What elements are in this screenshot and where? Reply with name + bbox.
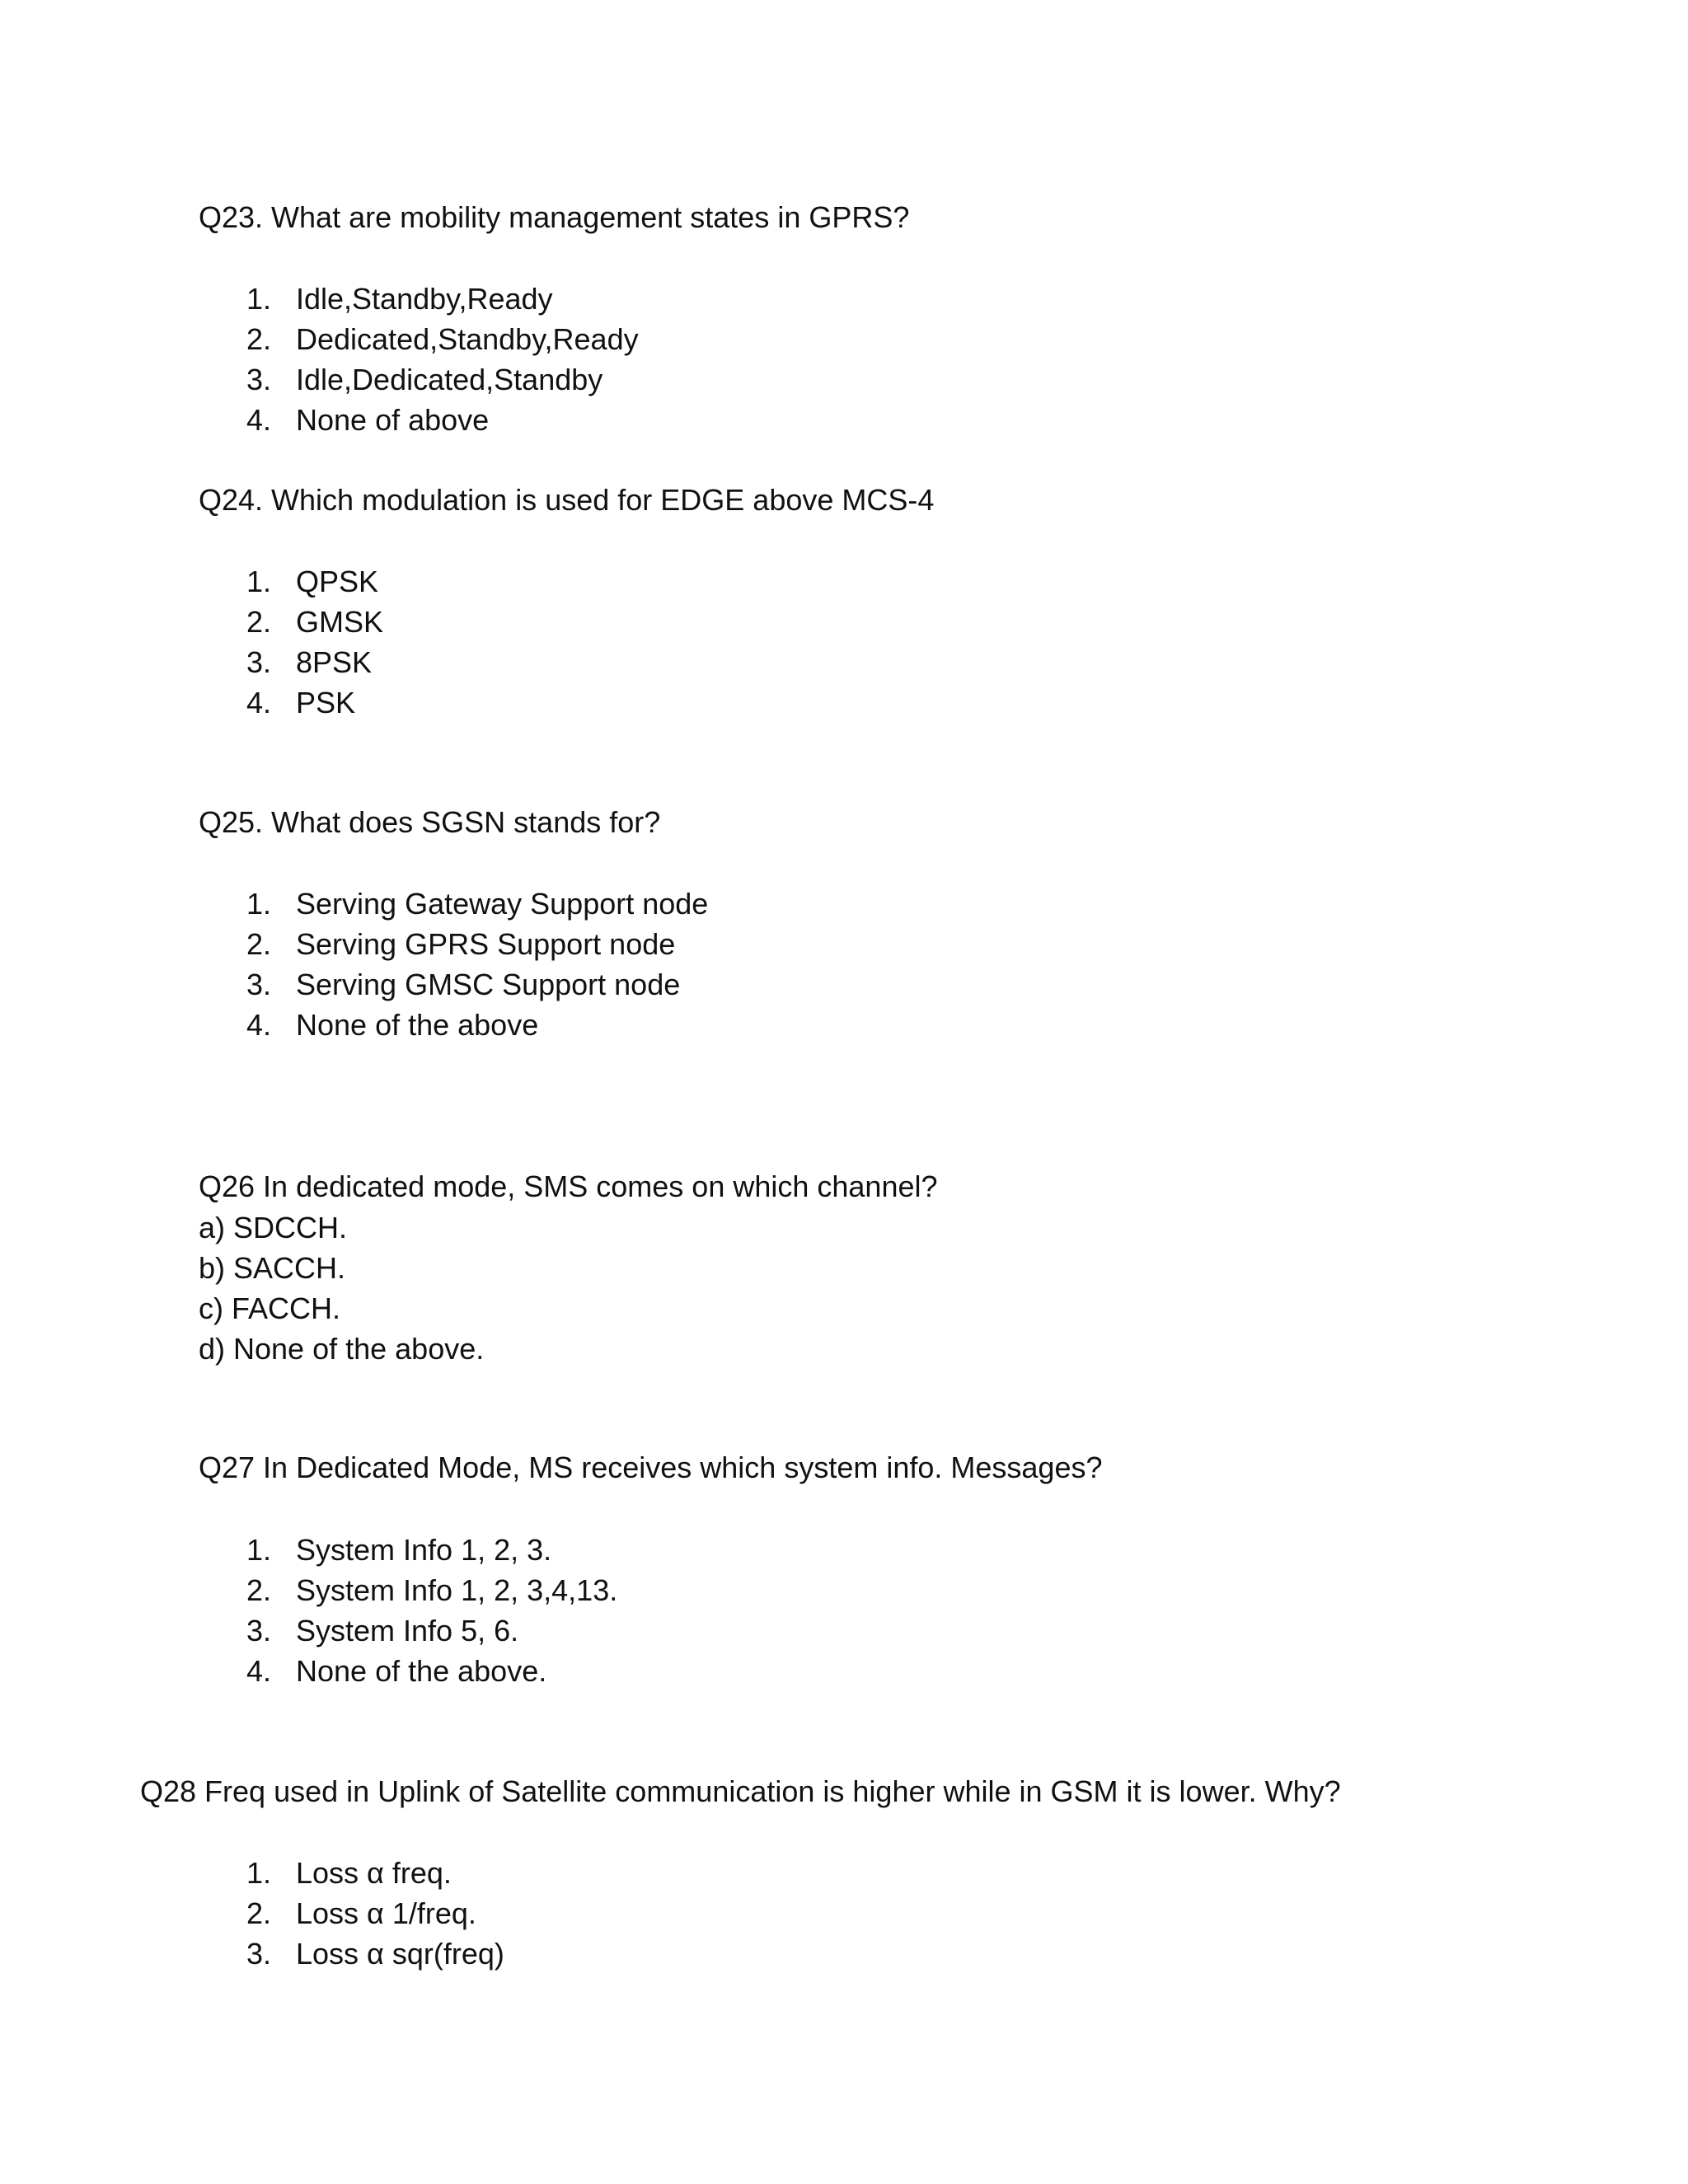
option-item: d) None of the above. [199, 1332, 485, 1366]
option-number: 2. [246, 1573, 272, 1607]
option-number: 4. [246, 1008, 272, 1042]
option-text: Serving Gateway Support node [296, 887, 709, 921]
option-text: Loss α freq. [296, 1856, 452, 1890]
option-number: 3. [246, 1614, 272, 1647]
option-item: b) SACCH. [199, 1251, 346, 1285]
option-text: Idle,Standby,Ready [296, 282, 553, 316]
option-number: 4. [246, 1654, 272, 1688]
option-number: 1. [246, 887, 272, 921]
option-number: 3. [246, 968, 272, 1001]
option-text: Dedicated,Standby,Ready [296, 322, 639, 356]
option-text: None of the above. [296, 1654, 547, 1688]
option-item: a) SDCCH. [199, 1211, 348, 1244]
option-number: 2. [246, 1896, 272, 1930]
question-title: Q24. Which modulation is used for EDGE above MCS-4 [199, 483, 935, 517]
option-text: 8PSK [296, 645, 373, 679]
option-item: c) FACCH. [199, 1291, 341, 1325]
option-text: System Info 1, 2, 3,4,13. [296, 1573, 618, 1607]
option-text: System Info 5, 6. [296, 1614, 519, 1647]
option-text: GMSK [296, 605, 384, 639]
option-text: None of above [296, 403, 490, 437]
question-title: Q26 In dedicated mode, SMS comes on which channel? [199, 1169, 938, 1203]
option-number: 3. [246, 363, 272, 396]
option-text: Idle,Dedicated,Standby [296, 363, 603, 396]
option-text: QPSK [296, 565, 379, 598]
question-title: Q23. What are mobility management states in GPRS? [199, 200, 910, 234]
option-text: Loss α 1/freq. [296, 1896, 476, 1930]
option-number: 2. [246, 605, 272, 639]
option-text: None of the above [296, 1008, 539, 1042]
option-number: 1. [246, 1533, 272, 1567]
option-text: Loss α sqr(freq) [296, 1937, 504, 1971]
option-number: 3. [246, 645, 272, 679]
question-title: Q25. What does SGSN stands for? [199, 805, 661, 839]
option-text: System Info 1, 2, 3. [296, 1533, 552, 1567]
option-number: 2. [246, 927, 272, 961]
option-text: PSK [296, 686, 356, 719]
option-text: Serving GMSC Support node [296, 968, 681, 1001]
option-number: 4. [246, 686, 272, 719]
option-number: 4. [246, 403, 272, 437]
option-text: Serving GPRS Support node [296, 927, 676, 961]
option-number: 1. [246, 1856, 272, 1890]
option-number: 3. [246, 1937, 272, 1971]
option-number: 1. [246, 565, 272, 598]
question-title: Q27 In Dedicated Mode, MS receives which system info. Messages? [199, 1451, 1103, 1484]
option-number: 2. [246, 322, 272, 356]
option-list [199, 1207, 484, 1369]
option-number: 1. [246, 282, 272, 316]
question-title: Q28 Freq used in Uplink of Satellite communication is higher while in GSM it is lower. Why? [140, 1774, 1341, 1808]
